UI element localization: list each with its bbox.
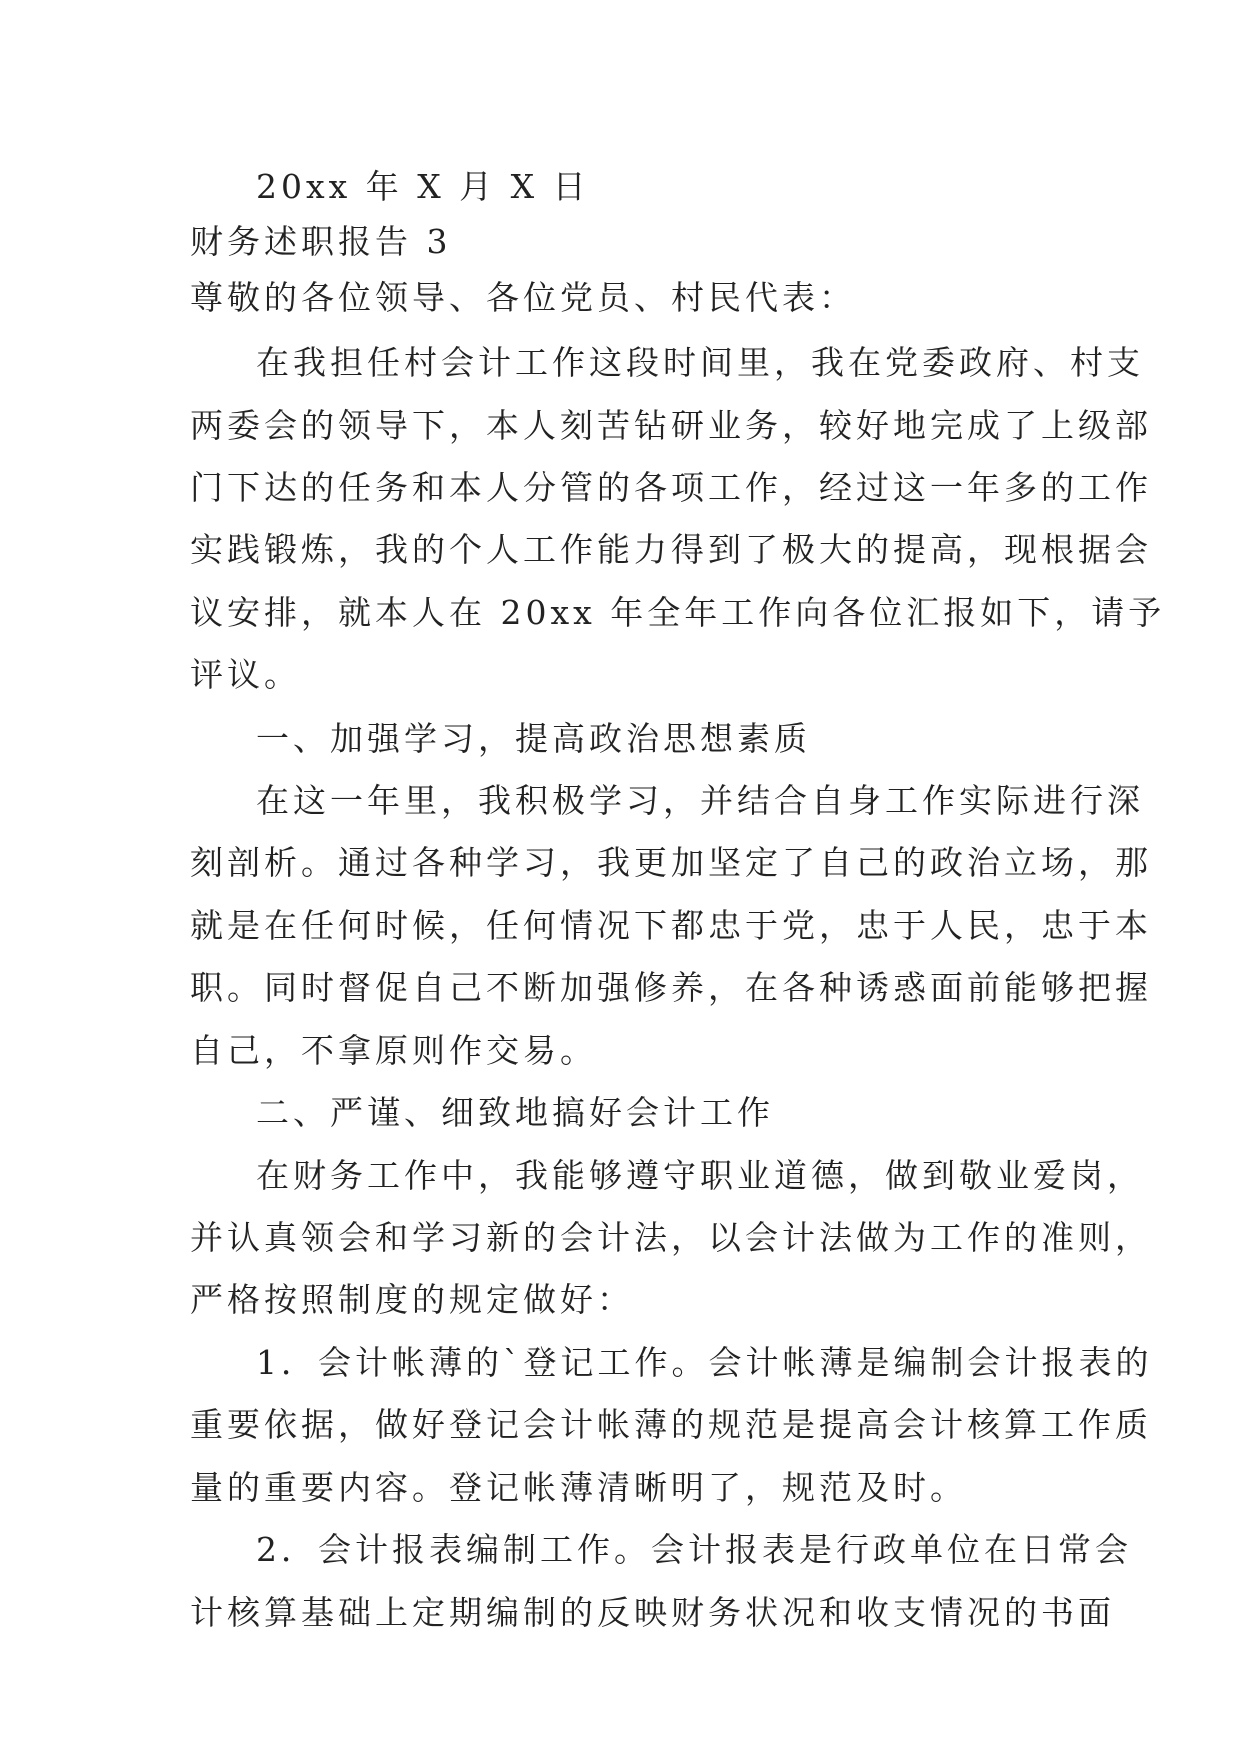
document-date: 20xx 年 X 月 X 日: [256, 167, 590, 206]
body-line: 在我担任村会计工作这段时间里，我在党委政府、村支: [256, 343, 1144, 382]
body-line: 就是在任何时候，任何情况下都忠于党，忠于人民，忠于本: [190, 906, 1152, 945]
body-line: 议安排，就本人在 20xx 年全年工作向各位汇报如下，请予: [190, 593, 1166, 632]
body-line: 在这一年里，我积极学习，并结合自身工作实际进行深: [256, 781, 1144, 820]
body-line: 计核算基础上定期编制的反映财务状况和收支情况的书面: [190, 1593, 1115, 1632]
salutation: 尊敬的各位领导、各位党员、村民代表：: [190, 278, 856, 317]
body-line: 量的重要内容。登记帐薄清晰明了，规范及时。: [190, 1468, 967, 1507]
body-line: 职。同时督促自己不断加强修养，在各种诱惑面前能够把握: [190, 968, 1152, 1007]
body-line: 门下达的任务和本人分管的各项工作，经过这一年多的工作: [190, 468, 1152, 507]
list-item-2: 2．会计报表编制工作。会计报表是行政单位在日常会: [256, 1530, 1132, 1569]
body-line: 严格按照制度的规定做好：: [190, 1280, 634, 1319]
body-line: 实践锻炼，我的个人工作能力得到了极大的提高，现根据会: [190, 530, 1152, 569]
body-line: 刻剖析。通过各种学习，我更加坚定了自己的政治立场，那: [190, 843, 1152, 882]
list-item-1: 1．会计帐薄的`登记工作。会计帐薄是编制会计报表的: [256, 1343, 1153, 1382]
section-heading-2: 二、严谨、细致地搞好会计工作: [256, 1093, 774, 1132]
body-line: 自己，不拿原则作交易。: [190, 1031, 597, 1070]
body-line: 评议。: [190, 655, 301, 694]
body-line: 两委会的领导下，本人刻苦钻研业务，较好地完成了上级部: [190, 406, 1152, 445]
body-line: 并认真领会和学习新的会计法，以会计法做为工作的准则，: [190, 1218, 1152, 1257]
body-line: 重要依据，做好登记会计帐薄的规范是提高会计核算工作质: [190, 1405, 1152, 1444]
section-heading-1: 一、加强学习，提高政治思想素质: [256, 719, 811, 758]
body-line: 在财务工作中，我能够遵守职业道德，做到敬业爱岗，: [256, 1156, 1144, 1195]
document-title: 财务述职报告 3: [190, 222, 452, 261]
